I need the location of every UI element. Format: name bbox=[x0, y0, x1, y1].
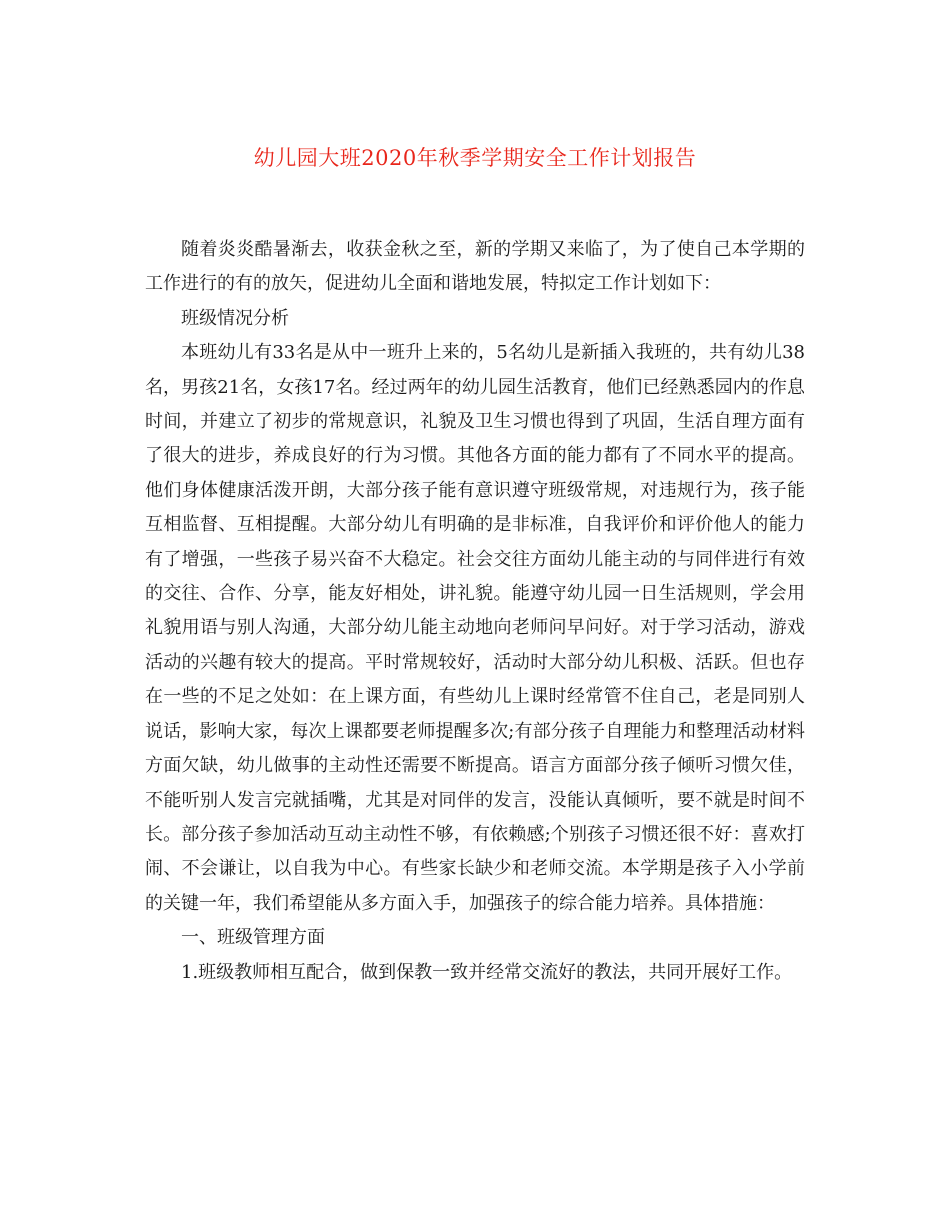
management-item-1: 1.班级教师相互配合，做到保教一致并经常交流好的教法，共同开展好工作。 bbox=[181, 961, 793, 983]
document-body bbox=[145, 233, 805, 990]
intro-paragraph: 随着炎炎酷暑渐去，收获金秋之至，新的学期又来临了，为了使自己本学期的工作进行的有的放矢，促进幼儿全面和谐地发展，特拟定工作计划如下： bbox=[145, 239, 805, 295]
section-heading-class-management: 一、班级管理方面 bbox=[181, 927, 325, 949]
section-heading-class-analysis: 班级情况分析 bbox=[181, 307, 289, 329]
class-analysis-paragraph: 本班幼儿有33名是从中一班升上来的，5名幼儿是新插入我班的，共有幼儿38名，男孩21名，女孩17名。经过两年的幼儿园生活教育，他们已经熟悉园内的作息时间，并建立了初步的常规意识，礼貌及卫生习惯也得到了巩固，生活自理方面有了很大的进步，养成良好的行为习惯。其他各方面的能力都有了不同水平的提高。他们身体健康活泼开朗，大部分孩子能有意识遵守班级常规，对违规行为，孩子能互相监督、互相提醒。大部分幼儿有明确的是非标准，自我评价和评价他人的能力有了增强，一些孩子易兴奋不大稳定。社会交往方面幼儿能主动的与同伴进行有效的交往、合作、分享，能友好相处，讲礼貌。能遵守幼儿园一日生活规则，学会用礼貌用语与别人沟通，大部分幼儿能主动地向老师问早问好。对于学习活动，游戏活动的兴趣有较大的提高。平时常规较好，活动时大部分幼儿积极、活跃。但也存在一些的不足之处如：在上课方面，有些幼儿上课时经常管不住自己，老是同别人说话，影响大家，每次上课都要老师提醒多次;有部分孩子自理能力和整理活动材料方面欠缺，幼儿做事的主动性还需要不断提高。语言方面部分孩子倾听习惯欠佳，不能听别人发言完就插嘴，尤其是对同伴的发言，没能认真倾听，要不就是时间不长。部分孩子参加活动互动主动性不够，有依赖感;个别孩子习惯还很不好：喜欢打闹、不会谦让，以自我为中心。有些家长缺少和老师交流。本学期是孩子入小学前的关键一年，我们希望能从多方面入手，加强孩子的综合能力培养。具体措施： bbox=[145, 342, 805, 914]
document-title: 幼儿园大班2020年秋季学期安全工作计划报告 bbox=[253, 146, 697, 170]
